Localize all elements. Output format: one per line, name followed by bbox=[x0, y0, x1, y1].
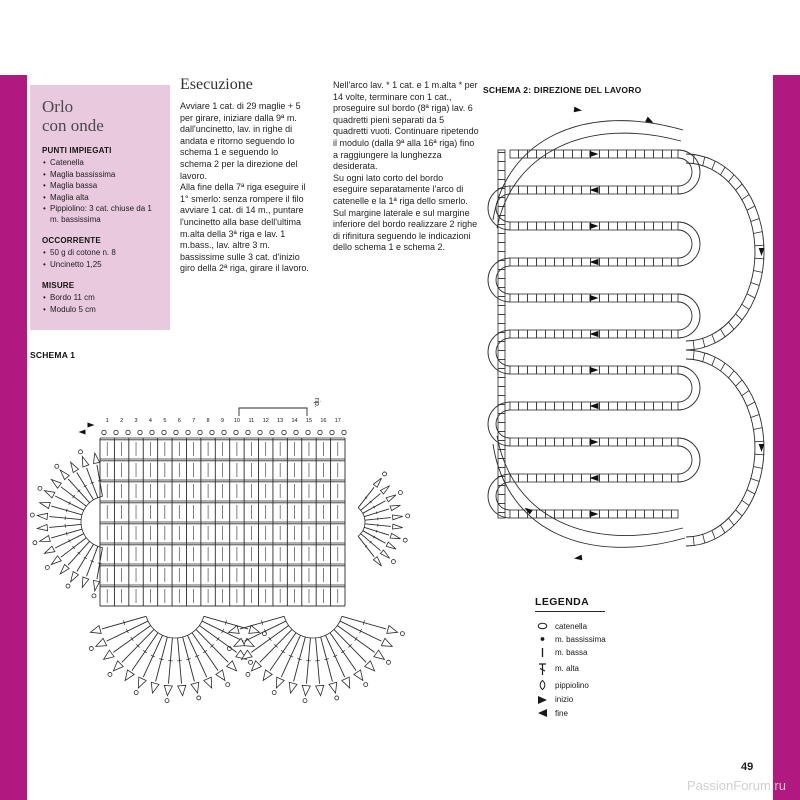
page-number: 49 bbox=[741, 761, 754, 773]
svg-text:14: 14 bbox=[291, 418, 298, 424]
svg-text:16: 16 bbox=[320, 418, 327, 424]
legend-items bbox=[535, 621, 670, 718]
schema2-label: SCHEMA 2: DIREZIONE DEL LAVORO bbox=[483, 85, 642, 95]
end-arrow-icon bbox=[535, 708, 550, 718]
pattern-title-line1: Orlo bbox=[42, 97, 74, 116]
svg-text:2: 2 bbox=[120, 418, 124, 424]
execution-heading: Esecuzione bbox=[180, 76, 253, 93]
single-crochet-icon bbox=[535, 647, 550, 658]
execution-paragraph-2: Alla fine della 7ª riga eseguire il 1° smerlo: senza rompere il filo avviare 1 cat. di 14 m., puntare l'uncinetto alla base dell'ultima m.alta della 3ª riga e lav. 1 m.bass., lav. altre 3 m. bassissime sulle 3 cat. d'inizio giro della 2ª riga, girare il lavoro. bbox=[180, 182, 309, 274]
legend-label: pippiolino bbox=[555, 680, 589, 690]
legend-label: fine bbox=[555, 708, 568, 718]
list-item: • Maglia bassissima bbox=[42, 170, 160, 181]
pattern-title bbox=[42, 97, 160, 135]
legend-item-bassa bbox=[535, 647, 670, 658]
legend-label: m. alta bbox=[555, 664, 580, 673]
execution-paragraph-3: Nell'arco lav. * 1 cat. e 1 m.alta * per 14 volte, terminare con 1 cat., proseguire sul bordo (8ª riga) lav. 6 quadretti pieni separati da 5 quadretti vuoti. Continuare ripetendo il modulo (dalla 9ª alla 16ª riga) fino a raggiungere la lunghezza desiderata. bbox=[333, 80, 479, 172]
svg-text:5: 5 bbox=[163, 418, 167, 424]
left-page-edge-bar bbox=[0, 75, 27, 800]
legend-label: inizio bbox=[555, 695, 574, 704]
legend-item-bassissima bbox=[535, 635, 670, 644]
legend-item-alta bbox=[535, 662, 670, 676]
svg-text:1: 1 bbox=[105, 418, 109, 424]
svg-text:6: 6 bbox=[177, 418, 181, 424]
legend-item-catenella bbox=[535, 621, 670, 631]
svg-text:3: 3 bbox=[134, 418, 138, 424]
list-item: • Maglia bassa bbox=[42, 181, 160, 192]
catenella-icon bbox=[535, 621, 550, 631]
section-heading-occorrente: OCCORRENTE bbox=[42, 236, 101, 245]
legend-title: LEGENDA bbox=[535, 596, 605, 612]
svg-text:10: 10 bbox=[233, 418, 240, 424]
section-heading-punti-impiegati: PUNTI IMPIEGATI bbox=[42, 146, 112, 155]
legend-item-pippiolino bbox=[535, 679, 670, 691]
svg-text:8: 8 bbox=[206, 418, 210, 424]
list-item: • Catenella bbox=[42, 158, 160, 169]
schema2-work-direction-chart bbox=[478, 94, 778, 572]
execution-column-2 bbox=[333, 80, 479, 254]
slip-stitch-icon bbox=[535, 635, 550, 643]
legend-label: catenella bbox=[555, 621, 588, 631]
execution-column-1 bbox=[180, 76, 312, 275]
svg-text:12: 12 bbox=[262, 418, 269, 424]
svg-text:4: 4 bbox=[148, 418, 152, 424]
watermark: PassionForum.ru bbox=[687, 778, 786, 793]
legend-item-inizio bbox=[535, 695, 670, 705]
svg-text:17: 17 bbox=[334, 418, 341, 424]
svg-text:rip.: rip. bbox=[313, 398, 320, 408]
list-item: • 50 g di cotone n. 8 bbox=[42, 248, 160, 259]
schema1-label: SCHEMA 1 bbox=[30, 350, 76, 360]
list-item: • Uncinetto 1,25 bbox=[42, 260, 160, 271]
svg-text:9: 9 bbox=[220, 418, 225, 424]
section-heading-misure: MISURE bbox=[42, 281, 75, 290]
picot-icon bbox=[535, 679, 550, 691]
list-item: • Pippiolino: 3 cat. chiuse da 1 m. bassissima bbox=[42, 204, 160, 225]
pattern-info-box bbox=[30, 85, 170, 330]
schema1-crochet-chart bbox=[25, 392, 475, 732]
legend-label: m. bassa bbox=[555, 648, 588, 657]
double-crochet-icon bbox=[535, 662, 550, 676]
pattern-title-line2: con onde bbox=[42, 116, 104, 135]
list-item: • Maglia alta bbox=[42, 193, 160, 204]
legend-label: m. bassissima bbox=[555, 634, 606, 644]
svg-text:15: 15 bbox=[305, 418, 313, 424]
legend-item-fine bbox=[535, 708, 670, 718]
svg-text:11: 11 bbox=[248, 418, 255, 424]
svg-text:7: 7 bbox=[192, 418, 196, 424]
execution-paragraph-4: Su ogni lato corto del bordo eseguire separatamente l'arco di catenelle e la 1ª riga dello smerlo. Sul margine laterale e sul margine inferiore del bordo realizzare 2 righe di rifinitura seguendo le indicazioni dello schema 1 e schema 2. bbox=[333, 172, 478, 253]
legend bbox=[535, 592, 670, 722]
svg-text:13: 13 bbox=[277, 418, 284, 424]
start-arrow-icon bbox=[535, 695, 550, 705]
execution-paragraph-1: Avviare 1 cat. di 29 maglie + 5 per girare, iniziare dalla 9ª m. dall'uncinetto, lav. in righe di andata e ritorno seguendo lo schema 1 e seguendo lo schema 2 per la direzione del lavoro. bbox=[180, 101, 301, 181]
list-item: • Bordo 11 cm bbox=[42, 293, 160, 304]
list-item: • Modulo 5 cm bbox=[42, 305, 160, 316]
